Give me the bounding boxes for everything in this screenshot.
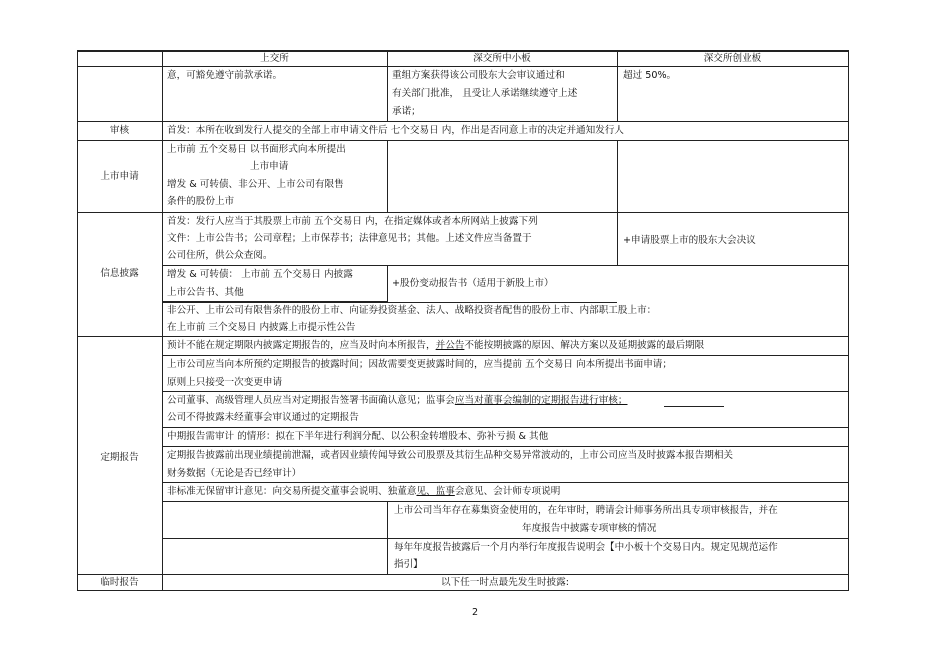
cell-text: 上市前 五个交易日 以书面形式向本所提出 <box>167 144 346 155</box>
row-divider <box>162 538 849 539</box>
cell-text: 增发 & 可转债、非公开、上市公司有限售 <box>167 179 344 190</box>
cell-text: 承诺； <box>392 106 421 117</box>
row-divider <box>162 427 849 428</box>
cell-text: 文件：上市公告书；公司章程；上市保荐书；法律意见书；其他。上述文件应当备置于 <box>167 233 532 244</box>
column-divider <box>387 265 388 302</box>
row-divider <box>162 302 617 303</box>
row-label-temporary-report: 临时报告 <box>100 577 139 588</box>
cell-text: 指引】 <box>394 559 423 570</box>
row-divider <box>77 140 849 141</box>
cell-text <box>167 339 704 352</box>
text-span: 会意见、会计师专项说明 <box>454 486 561 497</box>
text-span: 预计不能在规定期限内披露定期报告的，应当及时向本所报告， <box>167 340 436 351</box>
row-divider <box>77 336 849 337</box>
cell-text <box>167 394 628 407</box>
column-divider <box>617 140 618 212</box>
cell-text: 超过 50%。 <box>623 70 677 81</box>
cell-text: 上市公司当年存在募集资金使用的，在年审时，聘请会计师事务所出具专项审核报告，并在 <box>394 505 778 516</box>
page-number: 2 <box>471 607 479 618</box>
cell-text: 公司住所，供公众查阅。 <box>167 250 273 261</box>
column-divider <box>617 212 618 265</box>
cell-text: +申请股票上市的股东大会决议 <box>623 235 756 246</box>
cell-text: 原则上只接受一次变更申请 <box>167 377 283 388</box>
row-divider <box>162 391 849 392</box>
text-span: 非标准无保留审计意见：向交易所提交董事会说明、独董意 <box>167 486 417 497</box>
underline-extension <box>664 406 724 407</box>
cell-text: 中期报告需审计 的情形：拟在下半年进行利润分配、以公积金转增股本、弥补亏损 & 其他 <box>167 431 549 442</box>
column-header-szse-chinext: 深交所创业板 <box>703 53 762 64</box>
cell-text: 公司不得披露未经董事会审议通过的定期报告 <box>167 412 359 423</box>
label-column-divider <box>162 50 163 591</box>
cell-text: 在上市前 三个交易日 内披露上市提示性公告 <box>167 322 356 333</box>
row-divider <box>162 265 849 266</box>
row-label-listing-application: 上市申请 <box>100 171 139 182</box>
column-divider <box>387 501 388 574</box>
column-header-szse-sme: 深交所中小板 <box>473 53 531 64</box>
cell-text: 意，可豁免遵守前款承诺。 <box>167 70 283 81</box>
column-header-sse: 上交所 <box>260 53 289 64</box>
row-divider <box>162 482 849 483</box>
cell-text: 年度报告中披露专项审核的情况 <box>522 523 657 534</box>
row-divider <box>162 355 849 356</box>
cell-text: 上市公告书、其他 <box>167 287 244 298</box>
column-divider <box>387 140 388 212</box>
text-span: 不能按期披露的原因、解决方案以及延期披露的最后期限 <box>464 340 705 351</box>
cell-text: 增发 & 可转债： 上市前 五个交易日 内披露 <box>167 269 353 280</box>
header-divider <box>77 66 849 67</box>
text-span: 公司董事、高级管理人员应当对定期报告签署书面确认意见；监事会 <box>167 395 455 406</box>
row-divider <box>162 501 849 502</box>
cell-text: 首发：发行人应当于其股票上市前 五个交易日 内，在指定媒体或者本所网站上披露下列 <box>167 216 538 227</box>
cell-text: +股份变动报告书（适用于新股上市） <box>392 278 554 289</box>
underlined-text: 见、监事 <box>416 486 455 497</box>
cell-text: 定期报告披露前出现业绩提前泄漏，或者因业绩传闻导致公司股票及其衍生品种交易异常波动的，上市公司应当及时披露本报告期相关 <box>167 450 734 461</box>
cell-text: 有关部门批准， 且受让人承诺继续遵守上述 <box>392 88 578 99</box>
row-label-periodic-report: 定期报告 <box>100 452 139 463</box>
cell-text: 条件的股份上市 <box>167 196 235 207</box>
row-divider <box>77 212 849 213</box>
cell-text: 首发：本所在收到发行人提交的全部上市申请文件后 七个交易日 内，作出是否同意上市的决定并通知发行人 <box>167 125 625 136</box>
cell-text: 上市公司应当向本所预约定期报告的披露时间；因故需要变更披露时间的，应当提前 五个交易日 向本所提出书面申请； <box>167 359 672 370</box>
underlined-text: 应当对董事会编制的定期报告进行审核； <box>454 395 628 406</box>
underlined-text: 并公告 <box>435 340 465 351</box>
cell-text: 上市申请 <box>250 161 289 172</box>
cell-text: 财务数据（无论是否已经审计） <box>167 468 302 479</box>
cell-text: 重组方案获得该公司股东大会审议通过和 <box>392 70 565 81</box>
table-right-border <box>848 50 849 591</box>
row-label-disclosure: 信息披露 <box>100 268 139 279</box>
row-divider <box>162 446 849 447</box>
row-divider <box>77 574 849 575</box>
table-bottom-border <box>77 590 849 591</box>
cell-text: 非公开、上市公司有限售条件的股份上市、向证券投资基金、法人、战略投资者配售的股份上市、内部职工股上市： <box>167 305 657 316</box>
cell-text: 以下任一时点最先发生时披露: <box>441 577 569 588</box>
row-label-audit: 审核 <box>109 125 130 136</box>
cell-text <box>167 485 560 498</box>
row-divider <box>77 121 849 122</box>
cell-text: 每年年度报告披露后一个月内举行年度报告说明会【中小板十个交易日内。规定见规范运作 <box>394 542 778 553</box>
